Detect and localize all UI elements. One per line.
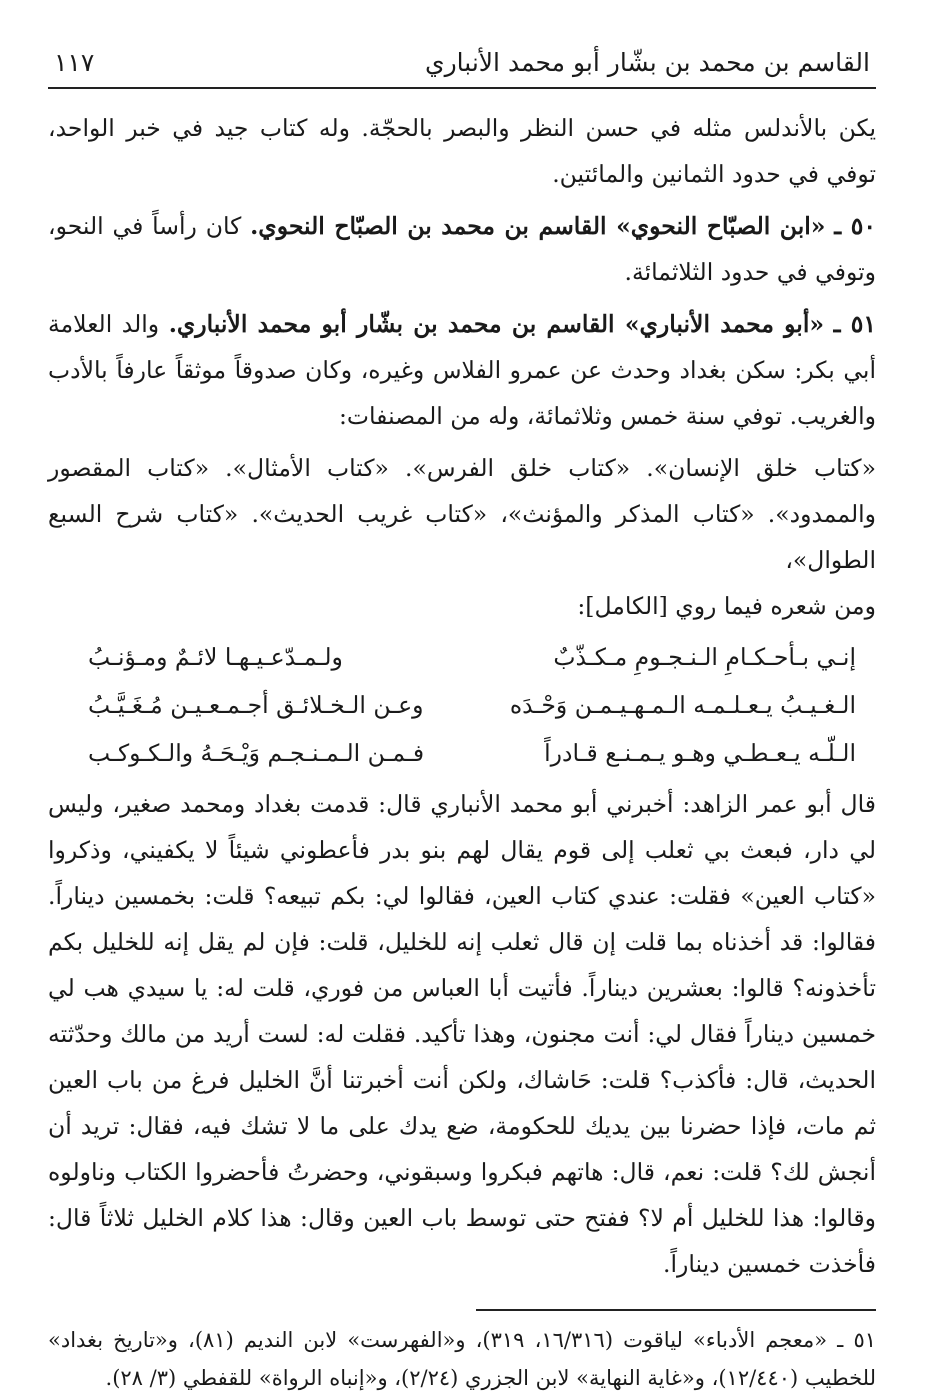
entry-51-number: ٥١ ـ: [833, 310, 876, 338]
works-list: «كتاب خلق الإنسان». «كتاب خلق الفرس». «كتاب الأمثال». «كتاب المقصور والممدود». «كتاب المذكر والمؤنث»، «كتاب غريب الحديث». «كتاب شرح السبع الطوال»،: [48, 454, 876, 574]
entry-50: [48, 203, 876, 295]
verse-line: [48, 633, 876, 681]
entry-50-heading: «ابن الصبّاح النحوي» القاسم بن محمد بن الصبّاح النحوي.: [250, 212, 826, 240]
header-title: القاسم بن محمد بن بشّار أبو محمد الأنباري: [425, 48, 870, 77]
poetry-intro: ومن شعره فيما روي [الكامل]:: [577, 592, 876, 620]
paragraph-continuation: يكن بالأندلس مثله في حسن النظر والبصر بالحجّة. وله كتاب جيد في خبر الواحد، توفي في حدود الثمانين والمائتين.: [48, 114, 876, 188]
verse-first-hemistich: إنـي بـأحـكـامِ الـنـجـومِ مـكـذّبٌ: [553, 643, 856, 671]
page-number: ١١٧: [54, 48, 95, 77]
entry-50-number: ٥٠ ـ: [834, 212, 876, 240]
verse-first-hemistich: الـغـيـبُ يـعـلـمـه الـمـهـيـمـن وَحْـدَه: [509, 691, 856, 719]
entry-51-heading: «أبو محمد الأنباري» القاسم بن محمد بن بشّار أبو محمد الأنباري.: [168, 310, 825, 338]
footnotes: [48, 1321, 876, 1397]
main-text: [48, 105, 876, 1287]
entry-50-text: كان رأساً في النحو، وتوفي في حدود الثلاثمائة.: [48, 212, 876, 286]
verse-line: [48, 729, 876, 777]
verse-second-hemistich: وعـن الـخـلائـق أجـمـعـيـن مُـغَـيَّـبُ: [88, 691, 424, 719]
verse-line: [48, 681, 876, 729]
entry-51-text: والد العلامة أبي بكر: سكن بغداد وحدث عن عمرو الفلاس وغيره، وكان صدوقاً موثقاً عارفاً بالأدب والغريب. توفي سنة خمس وثلاثمائة، وله من المصنفات:: [48, 310, 876, 430]
verse-first-hemistich: الـلّـه يـعـطـي وهـو يـمـنـع قـادراً: [544, 739, 856, 767]
running-header: [48, 48, 876, 89]
footnote-divider: [476, 1309, 876, 1311]
footnote-51: ٥١ ـ «معجم الأدباء» لياقوت (١٦/٣١٦، ٣١٩)، و«الفهرست» لابن النديم (٨١)، و«تاريخ بغداد» للخطيب (١٢/٤٤٠)، و«غاية النهاية» لابن الجزري (٢/٢٤)، و«إنباه الرواة» للقفطي (٣/ ٢٨).: [48, 1328, 877, 1390]
verse-second-hemistich: فـمـن الـمـنـجـم وَيْـحَـهُ والـكـوكـب: [88, 739, 425, 767]
verse-second-hemistich: ولـمـدّعـيـهـا لائـمٌ ومـؤنـبُ: [88, 643, 343, 671]
story-paragraph: قال أبو عمر الزاهد: أخبرني أبو محمد الأنباري قال: قدمت بغداد ومحمد صغير، وليس لي دار، فبعث بي ثعلب إلى قوم يقال لهم بنو بدر فأعطوني شيئاً لا يكفيني، وذكروا «كتاب العين» فقلت: عندي كتاب العين، فقالوا لي: بكم تبيعه؟ قلت: بخمسين ديناراً. فقالوا: قد أخذناه بما قلت إن قال ثعلب إنه للخليل، قلت: فإن لم يقل إنه للخليل بكم تأخذونه؟ قالوا: بعشرين ديناراً. فأتيت أبا العباس من فوري، قلت له: يا سيدي هب لي خمسين ديناراً فقال لي: أنت مجنون، وهذا تأكيد. فقلت له: لست أريد من مالك وحدّثته الحديث، قال: فأكذب؟ قلت: حَاشاك، ولكن أنت أخبرتنا أنَّ الخليل فرغ من باب العين ثم مات، فإذا حضرنا بين يديك للحكومة، ضع يدك على ما لا تشك فيه، فقال: تريد أن أنجش لك؟ قلت: نعم، قال: هاتهم فبكروا وسبقوني، وحضرتُ فأحضروا الكتاب وناولوه وقالوا: هذا للخليل أم لا؟ ففتح حتى توسط باب العين وقال: هذا كلام الخليل ثلاثاً قال: فأخذت خمسين ديناراً.: [48, 790, 876, 1278]
poem: [48, 633, 876, 777]
entry-51: [48, 301, 876, 439]
